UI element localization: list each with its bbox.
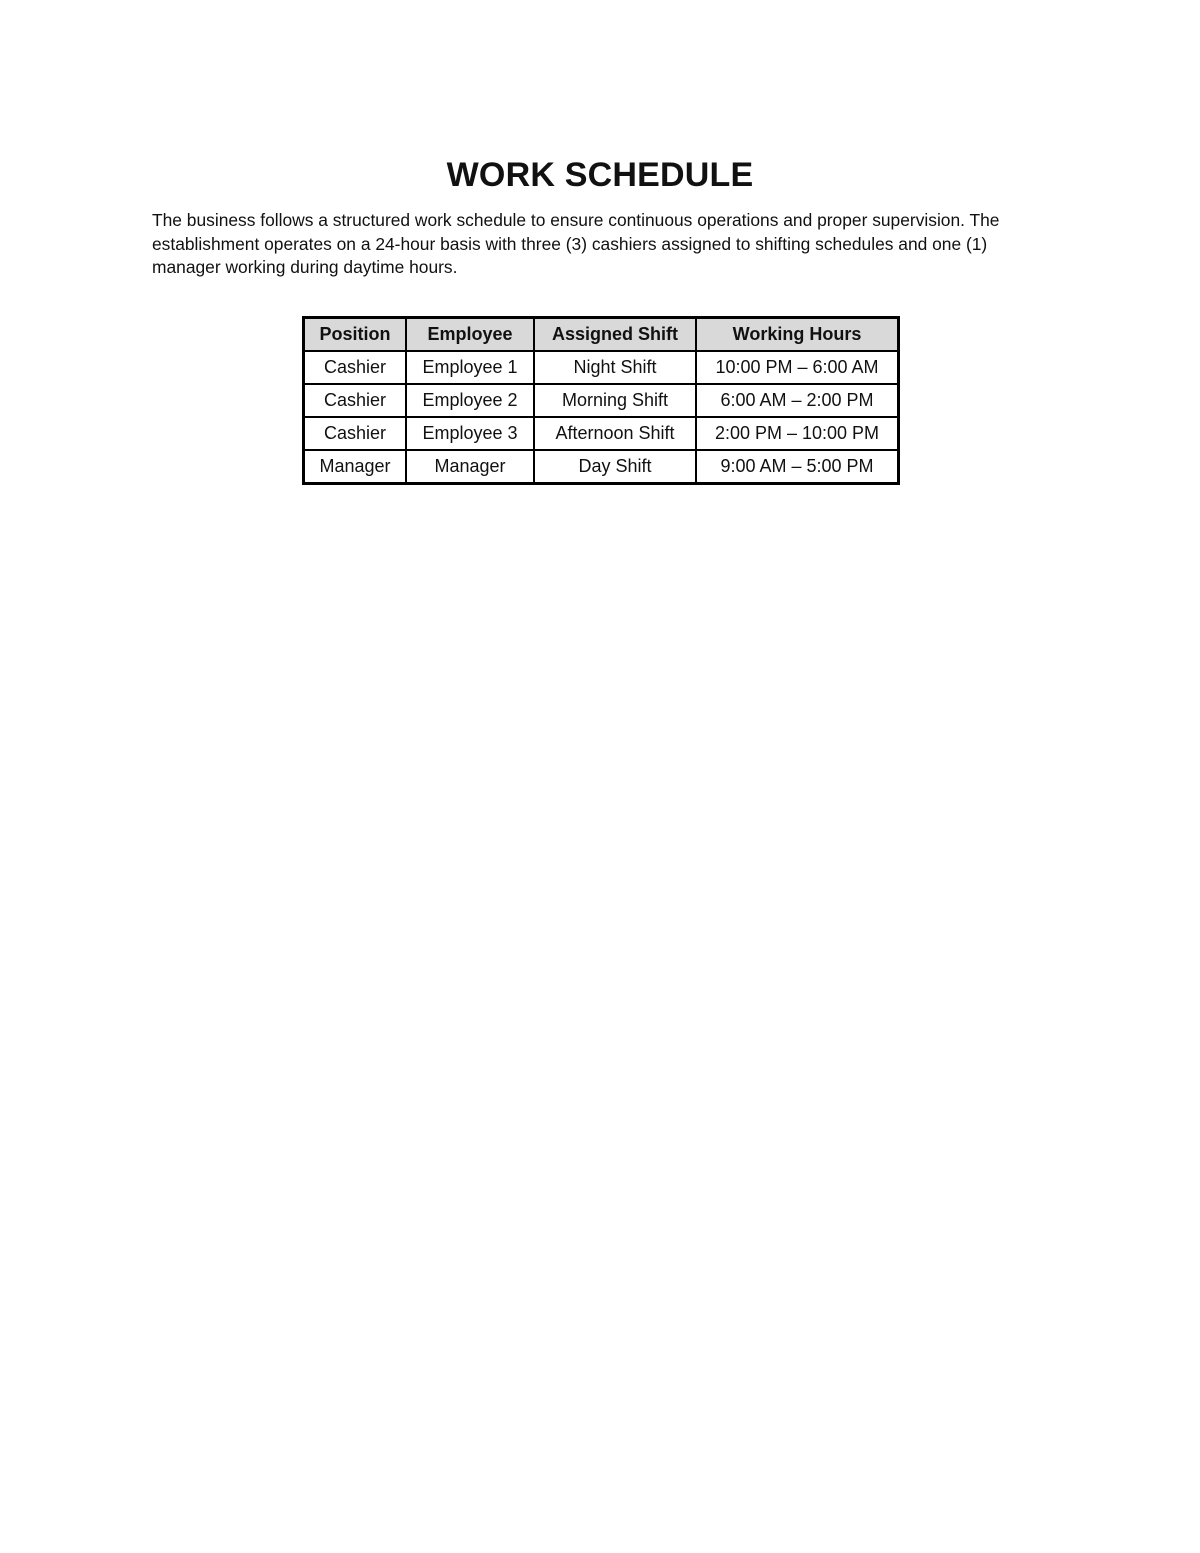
cell-position: Manager (304, 450, 407, 484)
cell-working-hours: 10:00 PM – 6:00 AM (696, 351, 899, 384)
header-position: Position (304, 318, 407, 352)
cell-assigned-shift: Night Shift (534, 351, 696, 384)
table-header-row (304, 318, 899, 352)
cell-working-hours: 9:00 AM – 5:00 PM (696, 450, 899, 484)
cell-assigned-shift: Afternoon Shift (534, 417, 696, 450)
cell-employee: Employee 1 (406, 351, 534, 384)
table-row (304, 351, 899, 384)
cell-assigned-shift: Day Shift (534, 450, 696, 484)
work-schedule-table (302, 316, 900, 485)
header-employee: Employee (406, 318, 534, 352)
table-row (304, 384, 899, 417)
cell-assigned-shift: Morning Shift (534, 384, 696, 417)
cell-working-hours: 2:00 PM – 10:00 PM (696, 417, 899, 450)
header-assigned-shift: Assigned Shift (534, 318, 696, 352)
table-row (304, 417, 899, 450)
cell-employee: Employee 2 (406, 384, 534, 417)
cell-employee: Manager (406, 450, 534, 484)
table-row (304, 450, 899, 484)
intro-paragraph: The business follows a structured work schedule to ensure continuous operations and proper supervision. The establishment operates on a 24-hour basis with three (3) cashiers assigned to shifting schedules and one (1) manager working during daytime hours. (152, 210, 1000, 278)
cell-position: Cashier (304, 417, 407, 450)
cell-position: Cashier (304, 384, 407, 417)
document-title: WORK SCHEDULE (446, 156, 754, 194)
cell-employee: Employee 3 (406, 417, 534, 450)
header-working-hours: Working Hours (696, 318, 899, 352)
cell-position: Cashier (304, 351, 407, 384)
cell-working-hours: 6:00 AM – 2:00 PM (696, 384, 899, 417)
